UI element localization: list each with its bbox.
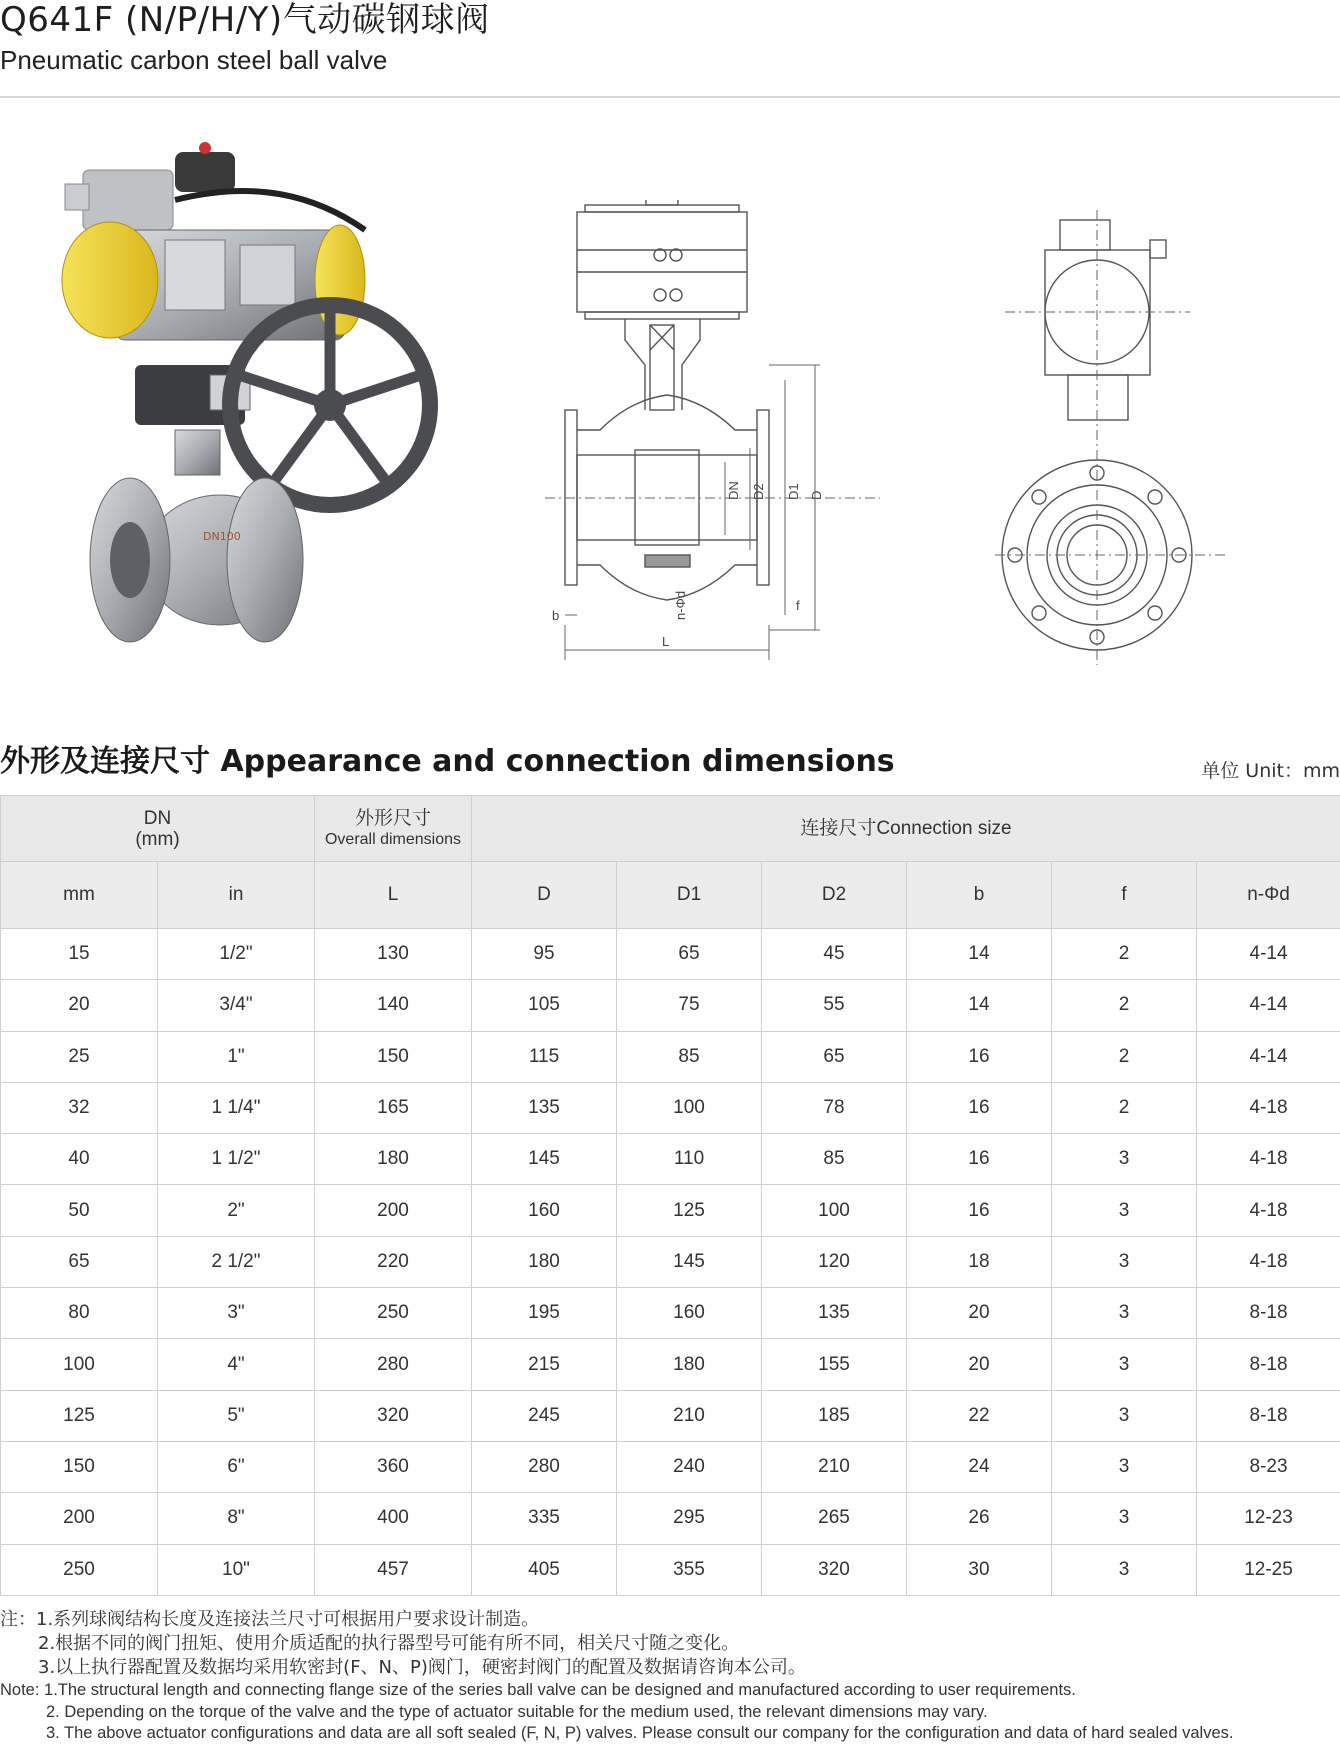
table-cell: 4" [158, 1339, 315, 1390]
table-cell: 8-18 [1197, 1390, 1340, 1441]
table-cell: 4-18 [1197, 1134, 1340, 1185]
table-cell: 335 [472, 1493, 617, 1544]
table-cell: 320 [315, 1390, 472, 1441]
header-dn-label: DN [143, 807, 172, 829]
section-drawing [540, 200, 940, 670]
table-cell: 355 [617, 1544, 762, 1595]
dim-label-dn: DN [726, 481, 741, 500]
table-cell: 85 [617, 1031, 762, 1082]
table-row [1, 929, 1340, 980]
table-cell: 360 [315, 1441, 472, 1492]
table-cell: 200 [1, 1493, 158, 1544]
table-cell: 85 [762, 1134, 907, 1185]
column-header: in [158, 862, 315, 929]
column-header: f [1052, 862, 1197, 929]
table-row [1, 1288, 1340, 1339]
table-row [1, 1544, 1340, 1595]
table-cell: 250 [315, 1288, 472, 1339]
table-cell: 2 [1052, 1031, 1197, 1082]
note-cn-1: 注：1.系列球阀结构长度及连接法兰尺寸可根据用户要求设计制造。 [0, 1609, 540, 1630]
table-cell: 3 [1052, 1441, 1197, 1492]
table-cell: 3" [158, 1288, 315, 1339]
dim-label-n-phi-d: n-Φd [673, 590, 688, 620]
table-row [1, 1339, 1340, 1390]
table-cell: 8-23 [1197, 1441, 1340, 1492]
table-cell: 20 [1, 980, 158, 1031]
dim-label-l: L [662, 634, 670, 649]
table-cell: 320 [762, 1544, 907, 1595]
table-cell: 200 [315, 1185, 472, 1236]
table-cell: 105 [472, 980, 617, 1031]
table-cell: 245 [472, 1390, 617, 1441]
table-cell: 2 [1052, 929, 1197, 980]
dimensions-table [0, 795, 1340, 1596]
table-cell: 125 [617, 1185, 762, 1236]
page-title: Q641F (N/P/H/Y)气动碳钢球阀 [0, 0, 490, 40]
table-cell: 115 [472, 1031, 617, 1082]
table-row [1, 1031, 1340, 1082]
table-cell: 16 [907, 1185, 1052, 1236]
table-cell: 26 [907, 1493, 1052, 1544]
end-view-drawing [995, 210, 1265, 670]
table-cell: 180 [472, 1236, 617, 1287]
table-cell: 145 [617, 1236, 762, 1287]
table-cell: 4-18 [1197, 1236, 1340, 1287]
header-dn-unit: (mm) [135, 828, 180, 850]
table-cell: 25 [1, 1031, 158, 1082]
table-cell: 8-18 [1197, 1339, 1340, 1390]
table-cell: 22 [907, 1390, 1052, 1441]
table-cell: 4-18 [1197, 1185, 1340, 1236]
note-cn-2: 2.根据不同的阀门扭矩、使用介质适配的执行器型号可能有所不同，相关尺寸随之变化。 [38, 1633, 740, 1654]
table-cell: 110 [617, 1134, 762, 1185]
notes [0, 1608, 1233, 1745]
dim-label-d: D [809, 490, 824, 500]
table-cell: 3/4" [158, 980, 315, 1031]
table-cell: 20 [907, 1339, 1052, 1390]
table-row [1, 1390, 1340, 1441]
table-cell: 30 [907, 1544, 1052, 1595]
column-header: L [315, 862, 472, 929]
table-cell: 295 [617, 1493, 762, 1544]
table-cell: 150 [315, 1031, 472, 1082]
table-cell: 185 [762, 1390, 907, 1441]
header-overall [315, 796, 472, 862]
table-cell: 3 [1052, 1390, 1197, 1441]
table-cell: 2 [1052, 1082, 1197, 1133]
table-cell: 457 [315, 1544, 472, 1595]
table-cell: 2 1/2" [158, 1236, 315, 1287]
note-en-2: 2. Depending on the torque of the valve and the type of actuator suitable for the medium used, the relevant dimensions may vary. [46, 1702, 988, 1721]
table-cell: 100 [1, 1339, 158, 1390]
table-cell: 195 [472, 1288, 617, 1339]
table-cell: 280 [315, 1339, 472, 1390]
table-cell: 240 [617, 1441, 762, 1492]
table-cell: 100 [762, 1185, 907, 1236]
table-cell: 2 [1052, 980, 1197, 1031]
page-subtitle: Pneumatic carbon steel ball valve [0, 45, 388, 75]
table-cell: 220 [315, 1236, 472, 1287]
note-en-3: 3. The above actuator configurations and data are all soft sealed (F, N, P) valves. Please consult our company for the configuration and data of hard sealed valves. [46, 1724, 1234, 1742]
table-cell: 16 [907, 1082, 1052, 1133]
table-cell: 160 [472, 1185, 617, 1236]
header-overall-cn: 外形尺寸 [354, 807, 431, 829]
table-cell: 155 [762, 1339, 907, 1390]
dim-label-f: f [796, 598, 800, 613]
table-row [1, 1185, 1340, 1236]
table-cell: 3 [1052, 1493, 1197, 1544]
table-cell: 165 [315, 1082, 472, 1133]
table-cell: 8-18 [1197, 1288, 1340, 1339]
table-cell: 14 [907, 980, 1052, 1031]
table-row [1, 1134, 1340, 1185]
table-cell: 1/2" [158, 929, 315, 980]
table-row [1, 980, 1340, 1031]
table-cell: 65 [617, 929, 762, 980]
table-cell: 210 [617, 1390, 762, 1441]
column-header: D [472, 862, 617, 929]
dimensions-section-title: 外形及连接尺寸 Appearance and connection dimensions [0, 744, 895, 779]
table-cell: 100 [617, 1082, 762, 1133]
table-cell: 130 [315, 929, 472, 980]
table-row [1, 1493, 1340, 1544]
table-cell: 32 [1, 1082, 158, 1133]
header-dn [1, 796, 315, 862]
unit-label: 单位 Unit：mm [1201, 760, 1340, 782]
table-cell: 125 [1, 1390, 158, 1441]
dim-label-d1: D1 [786, 483, 801, 500]
svg-text:DN100: DN100 [203, 530, 241, 543]
table-cell: 1 1/4" [158, 1082, 315, 1133]
header-overall-en: Overall dimensions [324, 830, 462, 848]
column-header: n-Φd [1197, 862, 1340, 929]
table-cell: 140 [315, 980, 472, 1031]
table-row [1, 1441, 1340, 1492]
table-cell: 3 [1052, 1288, 1197, 1339]
table-cell: 3 [1052, 1185, 1197, 1236]
header-divider [0, 96, 1340, 98]
table-cell: 10" [158, 1544, 315, 1595]
table-cell: 1" [158, 1031, 315, 1082]
table-cell: 8" [158, 1493, 315, 1544]
column-header-row [1, 862, 1340, 929]
note-en-1: Note: 1.The structural length and connecting flange size of the series ball valve can be designed and manufactured according to user requirements. [0, 1681, 1076, 1699]
table-cell: 3 [1052, 1134, 1197, 1185]
table-cell: 55 [762, 980, 907, 1031]
table-cell: 265 [762, 1493, 907, 1544]
table-cell: 180 [617, 1339, 762, 1390]
table-cell: 405 [472, 1544, 617, 1595]
dim-label-b: b [552, 608, 560, 623]
note-cn-3: 3.以上执行器配置及数据均采用软密封(F、N、P)阀门，硬密封阀门的配置及数据请咨询本公司。 [38, 1657, 806, 1678]
table-cell: 24 [907, 1441, 1052, 1492]
header-connection: 连接尺寸Connection size [472, 796, 1340, 862]
table-body [1, 929, 1340, 1596]
column-header: D1 [617, 862, 762, 929]
table-cell: 135 [762, 1288, 907, 1339]
table-cell: 4-14 [1197, 929, 1340, 980]
table-cell: 280 [472, 1441, 617, 1492]
table-cell: 400 [315, 1493, 472, 1544]
table-cell: 180 [315, 1134, 472, 1185]
dim-label-d2: D2 [751, 483, 766, 500]
table-cell: 40 [1, 1134, 158, 1185]
table-cell: 3 [1052, 1236, 1197, 1287]
table-cell: 18 [907, 1236, 1052, 1287]
table-cell: 65 [1, 1236, 158, 1287]
table-cell: 250 [1, 1544, 158, 1595]
column-header: b [907, 862, 1052, 929]
table-cell: 16 [907, 1134, 1052, 1185]
table-cell: 95 [472, 929, 617, 980]
table-cell: 5" [158, 1390, 315, 1441]
table-cell: 120 [762, 1236, 907, 1287]
table-cell: 210 [762, 1441, 907, 1492]
table-cell: 15 [1, 929, 158, 980]
product-photo [55, 140, 475, 700]
table-cell: 45 [762, 929, 907, 980]
table-cell: 78 [762, 1082, 907, 1133]
table-cell: 12-25 [1197, 1544, 1340, 1595]
table-cell: 160 [617, 1288, 762, 1339]
table-cell: 135 [472, 1082, 617, 1133]
column-header: mm [1, 862, 158, 929]
table-cell: 50 [1, 1185, 158, 1236]
table-row [1, 1236, 1340, 1287]
table-cell: 4-18 [1197, 1082, 1340, 1133]
table-cell: 4-14 [1197, 980, 1340, 1031]
table-cell: 3 [1052, 1544, 1197, 1595]
table-cell: 4-14 [1197, 1031, 1340, 1082]
table-cell: 6" [158, 1441, 315, 1492]
table-cell: 2" [158, 1185, 315, 1236]
table-cell: 20 [907, 1288, 1052, 1339]
table-cell: 14 [907, 929, 1052, 980]
table-row [1, 1082, 1340, 1133]
table-cell: 12-23 [1197, 1493, 1340, 1544]
table-cell: 75 [617, 980, 762, 1031]
table-cell: 1 1/2" [158, 1134, 315, 1185]
table-cell: 150 [1, 1441, 158, 1492]
table-cell: 3 [1052, 1339, 1197, 1390]
table-cell: 16 [907, 1031, 1052, 1082]
table-cell: 215 [472, 1339, 617, 1390]
table-cell: 145 [472, 1134, 617, 1185]
table-cell: 80 [1, 1288, 158, 1339]
column-header: D2 [762, 862, 907, 929]
table-cell: 65 [762, 1031, 907, 1082]
